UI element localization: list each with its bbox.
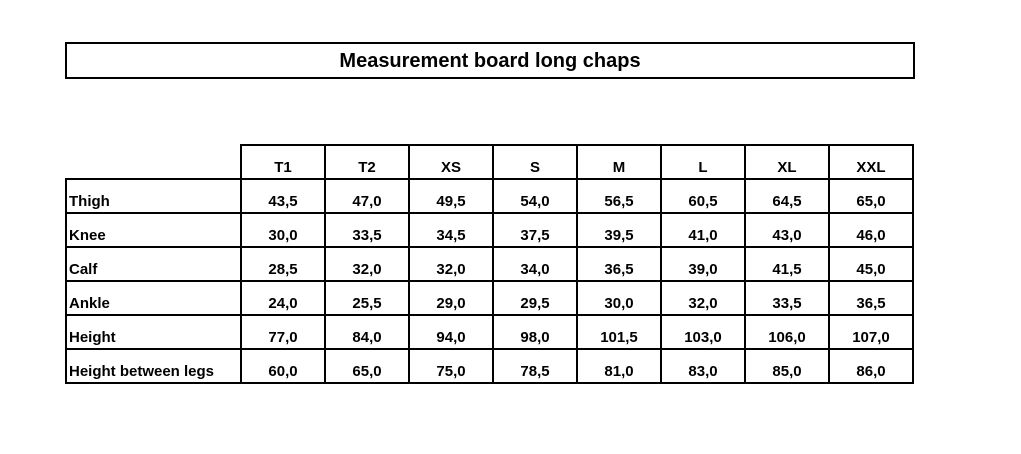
measurement-cell: 85,0 [745, 349, 829, 383]
measurement-cell: 65,0 [829, 179, 913, 213]
measurement-cell: 41,5 [745, 247, 829, 281]
measurement-cell: 24,0 [241, 281, 325, 315]
measurement-cell: 32,0 [325, 247, 409, 281]
row-label: Knee [66, 213, 241, 247]
row-label: Thigh [66, 179, 241, 213]
measurement-cell: 25,5 [325, 281, 409, 315]
measurement-cell: 86,0 [829, 349, 913, 383]
title-box [65, 42, 915, 79]
measurement-cell: 30,0 [577, 281, 661, 315]
header-row [66, 145, 913, 179]
measurement-cell: 94,0 [409, 315, 493, 349]
measurement-cell: 81,0 [577, 349, 661, 383]
size-header: T2 [325, 145, 409, 179]
measurement-cell: 32,0 [661, 281, 745, 315]
table-row [66, 281, 913, 315]
measurement-cell: 65,0 [325, 349, 409, 383]
measurement-cell: 84,0 [325, 315, 409, 349]
table-row [66, 213, 913, 247]
measurement-cell: 43,0 [745, 213, 829, 247]
measurement-cell: 36,5 [829, 281, 913, 315]
measurement-cell: 101,5 [577, 315, 661, 349]
measurement-cell: 36,5 [577, 247, 661, 281]
measurement-cell: 41,0 [661, 213, 745, 247]
table-row [66, 349, 913, 383]
measurement-cell: 34,5 [409, 213, 493, 247]
row-label: Calf [66, 247, 241, 281]
measurement-cell: 83,0 [661, 349, 745, 383]
size-header: L [661, 145, 745, 179]
measurement-cell: 30,0 [241, 213, 325, 247]
table-row [66, 315, 913, 349]
table-row [66, 179, 913, 213]
measurement-cell: 60,5 [661, 179, 745, 213]
size-header: T1 [241, 145, 325, 179]
measurement-cell: 46,0 [829, 213, 913, 247]
size-header: XL [745, 145, 829, 179]
measurement-cell: 29,5 [493, 281, 577, 315]
measurement-cell: 64,5 [745, 179, 829, 213]
measurement-cell: 39,5 [577, 213, 661, 247]
measurement-cell: 98,0 [493, 315, 577, 349]
row-label: Height [66, 315, 241, 349]
size-header: M [577, 145, 661, 179]
measurement-cell: 47,0 [325, 179, 409, 213]
measurement-cell: 29,0 [409, 281, 493, 315]
document-title: Measurement board long chaps [339, 49, 641, 72]
measurement-cell: 54,0 [493, 179, 577, 213]
measurement-cell: 32,0 [409, 247, 493, 281]
measurement-cell: 33,5 [745, 281, 829, 315]
measurement-cell: 107,0 [829, 315, 913, 349]
measurement-cell: 60,0 [241, 349, 325, 383]
size-header: XS [409, 145, 493, 179]
row-label: Height between legs [66, 349, 241, 383]
measurement-cell: 56,5 [577, 179, 661, 213]
measurement-cell: 34,0 [493, 247, 577, 281]
measurement-table [65, 144, 914, 384]
measurement-cell: 103,0 [661, 315, 745, 349]
measurement-cell: 45,0 [829, 247, 913, 281]
measurement-cell: 33,5 [325, 213, 409, 247]
measurement-cell: 49,5 [409, 179, 493, 213]
measurement-cell: 37,5 [493, 213, 577, 247]
measurement-cell: 78,5 [493, 349, 577, 383]
corner-cell [66, 145, 241, 179]
measurement-cell: 39,0 [661, 247, 745, 281]
measurement-cell: 106,0 [745, 315, 829, 349]
size-header: XXL [829, 145, 913, 179]
row-label: Ankle [66, 281, 241, 315]
table-row [66, 247, 913, 281]
size-header: S [493, 145, 577, 179]
measurement-cell: 28,5 [241, 247, 325, 281]
measurement-cell: 43,5 [241, 179, 325, 213]
measurement-cell: 77,0 [241, 315, 325, 349]
measurement-cell: 75,0 [409, 349, 493, 383]
